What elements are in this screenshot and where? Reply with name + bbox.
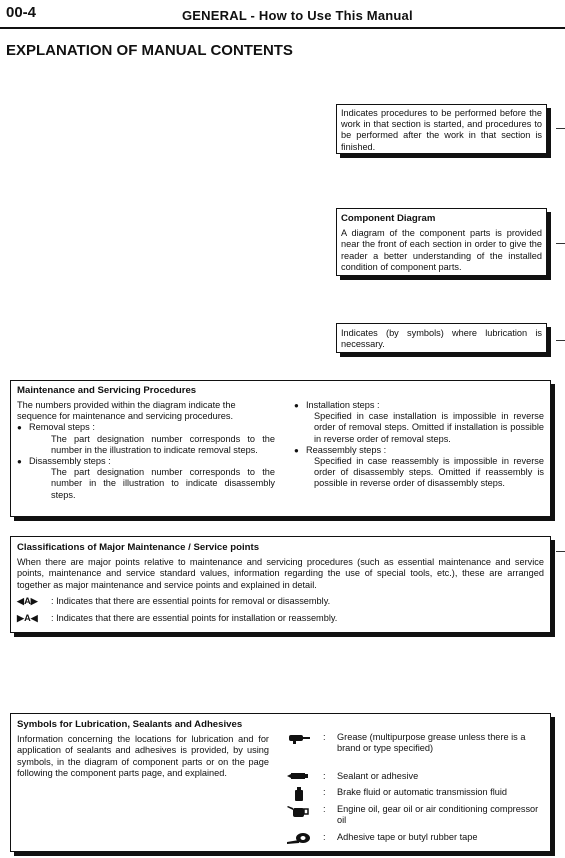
bullet-icon: ● bbox=[17, 423, 22, 433]
lubrication-note-text: Indicates (by symbols) where lubrication is necessary. bbox=[341, 328, 542, 350]
oil-can-icon bbox=[287, 804, 323, 821]
symbol-grease-row bbox=[287, 732, 545, 754]
tape-text: Adhesive tape or butyl rubber tape bbox=[337, 832, 478, 842]
symbol-colon: : bbox=[323, 832, 326, 842]
disassembly-label: Disassembly steps : bbox=[29, 456, 111, 467]
symbol-sealant-row bbox=[287, 771, 545, 784]
oil-text: Engine oil, gear oil or air conditioning compressor oil bbox=[337, 804, 539, 826]
reassembly-text: Specified in case reassembly is impossible in reverse order of disassembly steps. Omitted if reassembly is possible in reverse order of disassembly steps. bbox=[314, 456, 544, 489]
maintenance-intro: The numbers provided within the diagram indicate the sequence for maintenance and servicing procedures. bbox=[17, 400, 236, 422]
classifications-text: When there are major points relative to maintenance and servicing procedures (such as essential maintenance and service points, maintenance and service standard values, information regarding the use of special tools, etc.), these are arranged together as major maintenance and service points and explained in detail. bbox=[17, 557, 544, 590]
installation-label: Installation steps : bbox=[306, 400, 380, 410]
maintenance-left-column bbox=[17, 400, 275, 501]
page-title: EXPLANATION OF MANUAL CONTENTS bbox=[6, 42, 293, 59]
bullet-icon: ● bbox=[294, 445, 299, 455]
removal-symbol-desc: : Indicates that there are essential points for removal or disassembly. bbox=[51, 595, 331, 606]
removal-text: The part designation number corresponds to the number in the illustration to indicate removal steps. bbox=[51, 433, 275, 455]
symbol-tape-row bbox=[287, 832, 545, 847]
fluid-text: Brake fluid or automatic transmission fluid bbox=[337, 787, 508, 797]
installation-reassembly-symbol: ▶A◀ bbox=[17, 613, 38, 624]
procedures-note-box bbox=[336, 104, 547, 154]
fluid-bottle-icon bbox=[287, 787, 323, 804]
maintenance-right-column bbox=[294, 400, 544, 490]
symbol-colon: : bbox=[323, 787, 326, 797]
grease-text: Grease (multipurpose grease unless there is a brand or type specified) bbox=[337, 732, 526, 754]
tape-roll-icon bbox=[287, 832, 323, 847]
component-diagram-title: Component Diagram bbox=[341, 213, 436, 224]
symbols-intro: Information concerning the locations for lubrication and for application of sealants and adhesives is provided, by using symbols, in the diagram of component parts or on the page following the component parts page, and explained. bbox=[17, 734, 269, 778]
lubrication-note-box bbox=[336, 323, 547, 353]
lubrication-note-leader bbox=[556, 340, 565, 341]
sealant-tube-icon bbox=[287, 771, 323, 784]
install-symbol-row bbox=[17, 613, 544, 624]
component-diagram-text: A diagram of the component parts is provided near the front of each section in order to give the reader a better understanding of the installed condition of component parts. bbox=[341, 228, 542, 272]
bullet-icon: ● bbox=[17, 457, 22, 467]
maintenance-title: Maintenance and Servicing Procedures bbox=[17, 385, 197, 396]
page-number: 00-4 bbox=[6, 4, 37, 21]
component-diagram-leader bbox=[556, 243, 565, 244]
disassembly-text: The part designation number corresponds to the number in the illustration to indicate disassembly steps. bbox=[51, 467, 275, 500]
symbols-title: Symbols for Lubrication, Sealants and Adhesives bbox=[17, 719, 243, 730]
removal-symbol-row bbox=[17, 596, 544, 607]
sealant-text: Sealant or adhesive bbox=[337, 771, 419, 781]
grease-gun-icon bbox=[287, 732, 323, 747]
symbol-colon: : bbox=[323, 771, 326, 781]
symbol-fluid-row bbox=[287, 787, 545, 804]
bullet-icon: ● bbox=[294, 401, 299, 410]
procedures-note-text: Indicates procedures to be performed before the work in that section is started, and procedures to be performed after the work in that section is finished. bbox=[341, 108, 542, 152]
removal-label: Removal steps : bbox=[29, 422, 95, 433]
symbol-oil-row bbox=[287, 804, 545, 826]
reassembly-label: Reassembly steps : bbox=[306, 444, 387, 455]
symbol-colon: : bbox=[323, 732, 326, 742]
symbols-box bbox=[10, 713, 551, 852]
maintenance-box bbox=[10, 380, 551, 517]
classifications-title: Classifications of Major Maintenance / Service points bbox=[17, 542, 260, 553]
classifications-leader bbox=[556, 551, 565, 552]
installation-text: Specified in case installation is impossible in reverse order of removal steps. Omitted if installation is possible in reverse order of removal steps. bbox=[314, 411, 544, 444]
removal-disassembly-symbol: ◀A▶ bbox=[17, 595, 38, 606]
header-title: GENERAL - How to Use This Manual bbox=[182, 8, 413, 23]
symbol-colon: : bbox=[323, 804, 326, 814]
install-symbol-desc: : Indicates that there are essential points for installation or reassembly. bbox=[51, 613, 338, 624]
classifications-box bbox=[10, 536, 551, 633]
procedures-note-leader bbox=[556, 128, 565, 129]
component-diagram-box bbox=[336, 208, 547, 276]
header-rule bbox=[0, 27, 565, 29]
